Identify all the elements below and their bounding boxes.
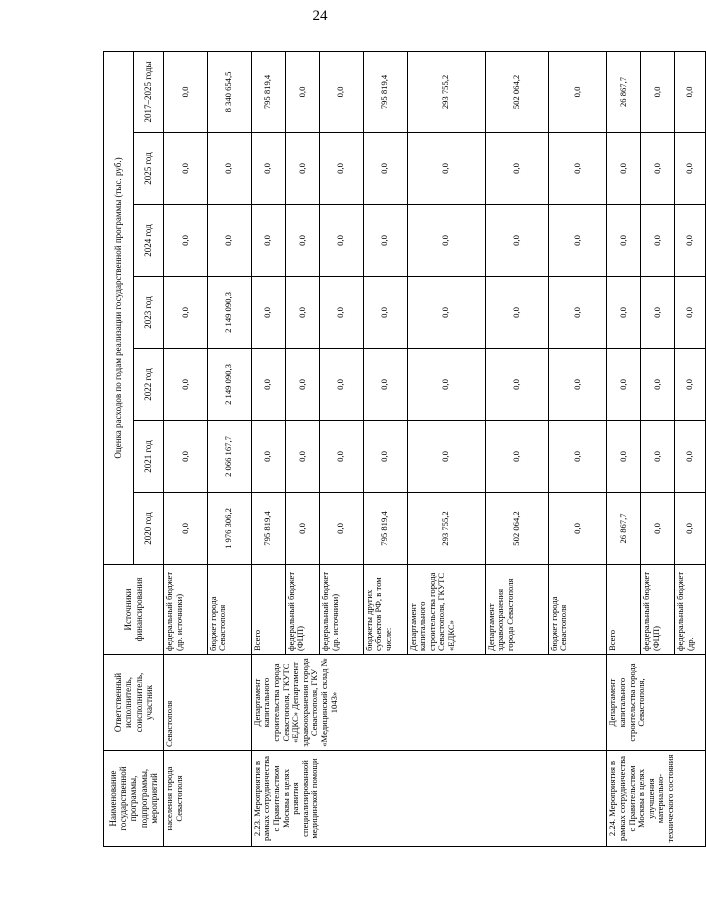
row-value: 0,0 [407,349,485,421]
row-source: бюджет города Севастополя [207,565,251,655]
row-responsible: Департамент капитального строительства города Севастополя, [607,655,706,751]
row-value: 0,0 [641,349,675,421]
row-value: 0,0 [363,133,407,205]
row-value: 795 819,4 [251,51,285,132]
row-value: 0,0 [251,349,285,421]
row-value: 795 819,4 [251,493,285,565]
row-name: населения города Севастополя [164,751,252,847]
row-value: 293 755,2 [407,493,485,565]
page-number: 24 [312,8,328,24]
row-value: 0,0 [319,421,363,493]
row-value: 0,0 [607,205,641,277]
row-value: 0,0 [548,133,606,205]
row-value: 0,0 [207,133,251,205]
row-source: федеральный бюджет (др. [675,565,706,655]
header-year-2023: 2023 год [134,277,164,349]
row-value: 0,0 [363,349,407,421]
row-value: 0,0 [548,205,606,277]
row-value: 795 819,4 [363,51,407,132]
header-year-2021: 2021 год [134,421,164,493]
header-responsible: Ответственный исполнитель, соисполнитель, участник [104,655,164,751]
row-value: 0,0 [285,421,319,493]
row-value: 0,0 [363,205,407,277]
row-value: 0,0 [675,205,706,277]
header-year-2020: 2020 год [134,493,164,565]
row-value: 0,0 [251,421,285,493]
row-value: 0,0 [319,277,363,349]
row-value: 0,0 [285,349,319,421]
table-row [251,51,285,846]
row-value: 0,0 [548,349,606,421]
row-value: 0,0 [164,51,208,132]
row-value: 0,0 [207,205,251,277]
row-value: 795 819,4 [363,493,407,565]
row-source: Всего [607,565,641,655]
header-estimate: Оценка расходов по годам реализации государственной программы (тыс. руб.) [104,51,134,564]
expenditure-table [103,51,706,847]
row-value: 0,0 [164,133,208,205]
row-value: 26 867,7 [607,493,641,565]
row-value: 0,0 [319,133,363,205]
row-value: 0,0 [485,421,548,493]
row-source: Департамент капитального строительства города Севастополя, ГКУТС «ЕДКС» [407,565,485,655]
header-name: Наименование государственной программы, подпрограммы, мероприятий [104,751,164,847]
row-value: 0,0 [407,205,485,277]
row-source: бюджеты других субъектов РФ, в том числе: [363,565,407,655]
row-value: 2 066 167,7 [207,421,251,493]
row-value: 0,0 [548,51,606,132]
row-source: федеральный бюджет (др. источники) [319,565,363,655]
row-value: 0,0 [285,493,319,565]
row-value: 0,0 [548,277,606,349]
row-value: 0,0 [607,349,641,421]
row-value: 0,0 [641,133,675,205]
row-value: 0,0 [164,277,208,349]
row-value: 0,0 [675,277,706,349]
row-value: 0,0 [164,349,208,421]
row-value: 0,0 [485,349,548,421]
row-name: 2.23. Мероприятия в рамках сотрудничества с Правительством Москвы в целях развития специализированной медицинской помощи [251,751,607,847]
table-row [164,51,208,846]
row-value: 0,0 [641,205,675,277]
row-value: 0,0 [485,277,548,349]
row-value: 0,0 [485,133,548,205]
row-value: 0,0 [319,51,363,132]
row-value: 0,0 [641,421,675,493]
row-value: 1 976 306,2 [207,493,251,565]
header-year-2025: 2025 год [134,133,164,205]
row-value: 293 755,2 [407,51,485,132]
row-value: 0,0 [164,205,208,277]
row-source: федеральный бюджет (ФЦП) [285,565,319,655]
row-value: 0,0 [363,421,407,493]
row-value: 0,0 [285,277,319,349]
row-value: 0,0 [164,421,208,493]
row-responsible: Департамент капитального строительства города Севастополя, ГКУТС «ЕДКС» Департамент здравоохранения города Севастополя, ГКУ «Медицинский склад № 1043» [251,655,607,751]
row-value: 0,0 [164,493,208,565]
row-value: 0,0 [407,277,485,349]
row-value: 0,0 [675,349,706,421]
row-value: 0,0 [607,277,641,349]
row-value: 2 149 090,3 [207,349,251,421]
row-value: 0,0 [607,421,641,493]
row-value: 0,0 [548,421,606,493]
row-value: 0,0 [485,205,548,277]
row-value: 0,0 [285,133,319,205]
row-value: 502 064,2 [485,493,548,565]
row-value: 0,0 [675,133,706,205]
row-value: 0,0 [641,277,675,349]
row-value: 0,0 [641,493,675,565]
row-value: 0,0 [641,51,675,132]
row-value: 0,0 [251,133,285,205]
row-value: 8 340 654,5 [207,51,251,132]
row-name: 2.24. Мероприятия в рамках сотрудничества с Правительством Москвы в целях улучшения материально-технического состояния [607,751,706,847]
row-value: 0,0 [407,133,485,205]
row-value: 0,0 [548,493,606,565]
rotated-table-container [103,52,706,847]
row-value: 0,0 [407,421,485,493]
row-value: 0,0 [363,277,407,349]
row-value: 0,0 [675,51,706,132]
header-source: Источники финансирования [104,565,164,655]
row-value: 0,0 [285,205,319,277]
table-row [607,51,641,846]
header-year-2024: 2024 год [134,205,164,277]
row-value: 0,0 [319,349,363,421]
row-source: Департамент здравоохранения города Севастополя [485,565,548,655]
row-source: федеральный бюджет (ФЦП) [641,565,675,655]
row-value: 0,0 [319,493,363,565]
row-value: 0,0 [675,421,706,493]
row-value: 0,0 [607,133,641,205]
header-year-2022: 2022 год [134,349,164,421]
row-source: бюджет города Севастополя [548,565,606,655]
row-value: 0,0 [251,277,285,349]
row-value: 26 867,7 [607,51,641,132]
header-year-total: 2017–2025 годы [134,51,164,132]
row-value: 0,0 [285,51,319,132]
row-value: 0,0 [251,205,285,277]
row-responsible: Севастополя [164,655,252,751]
row-source: федеральный бюджет (др. источники) [164,565,208,655]
row-value: 0,0 [319,205,363,277]
row-value: 2 149 090,3 [207,277,251,349]
row-value: 0,0 [675,493,706,565]
row-value: 502 064,2 [485,51,548,132]
row-source: Всего [251,565,285,655]
